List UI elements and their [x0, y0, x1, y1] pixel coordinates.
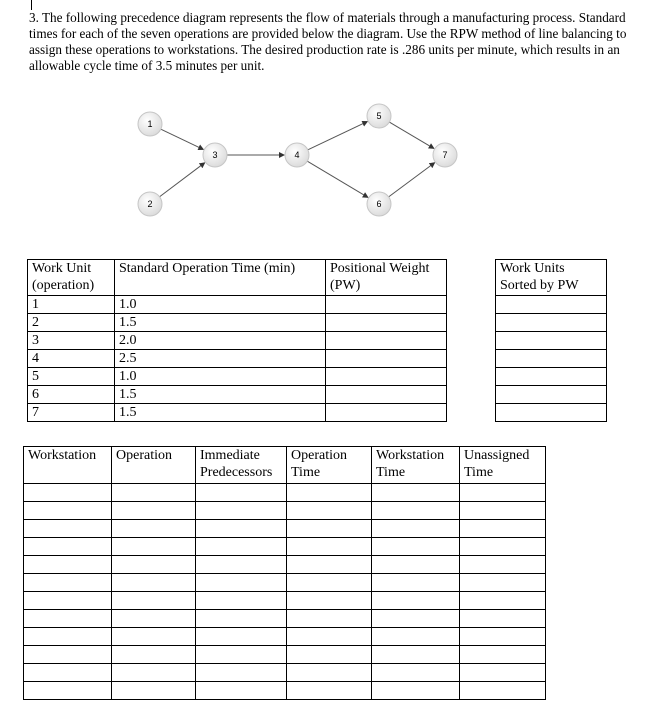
cell-ws-2[interactable]: [196, 628, 287, 646]
col-positional-weight: Positional Weight (PW): [326, 260, 447, 296]
table-row: [24, 484, 546, 502]
col-immediate-predecessors: Immediate Predecessors: [196, 447, 287, 484]
col-operation: Operation: [112, 447, 196, 484]
cell-ws-3[interactable]: [287, 664, 372, 682]
node-1: [138, 112, 162, 136]
cell-ws-2[interactable]: [196, 520, 287, 538]
cell-ws-1[interactable]: [112, 646, 196, 664]
edge-4-6: [307, 161, 368, 197]
cell-ws-1[interactable]: [112, 610, 196, 628]
cell-ws-3[interactable]: [287, 574, 372, 592]
cell-ws-0[interactable]: [24, 574, 112, 592]
cell-ws-0[interactable]: [24, 484, 112, 502]
cell-ws-4[interactable]: [372, 574, 460, 592]
node-label: 3: [212, 150, 218, 160]
cell-sorted-unit[interactable]: [496, 386, 607, 404]
node-label: 4: [294, 150, 300, 160]
edge-2-3: [160, 163, 205, 197]
cell-ws-2[interactable]: [196, 592, 287, 610]
cell-ws-2[interactable]: [196, 484, 287, 502]
edge-1-3: [161, 129, 203, 149]
question-text: 3. The following precedence diagram represents the flow of materials through a manufacturing process. Standard times for each of the seven operations are provided below the diagram. Use the RPW method of line balancing to assign these operations to workstations. The desired production rate is .286 units per minute, which results in an allowable cycle time of 3.5 minutes per unit.: [29, 10, 627, 73]
col-work-unit: Work Unit (operation): [28, 260, 115, 296]
cell-ws-3[interactable]: [287, 502, 372, 520]
cell-ws-4[interactable]: [372, 520, 460, 538]
cell-ws-5[interactable]: [460, 682, 546, 700]
table-row: [496, 404, 607, 422]
cell-time: 1.5: [115, 404, 326, 422]
precedence-diagram: [0, 0, 649, 250]
cell-ws-1[interactable]: [112, 628, 196, 646]
node-label: 2: [147, 199, 153, 209]
node-5: [367, 104, 391, 128]
cell-ws-4[interactable]: [372, 682, 460, 700]
table-row: [24, 502, 546, 520]
table-row: [24, 556, 546, 574]
cell-ws-0[interactable]: [24, 664, 112, 682]
table-row: [496, 314, 607, 332]
edge-6-7: [389, 163, 435, 197]
table-row: [28, 332, 447, 350]
cell-ws-0[interactable]: [24, 502, 112, 520]
cell-sorted-unit[interactable]: [496, 314, 607, 332]
table-row: [24, 628, 546, 646]
cell-unit: 6: [28, 386, 115, 404]
cell-sorted-unit[interactable]: [496, 332, 607, 350]
cell-pw[interactable]: [326, 350, 447, 368]
cell-unit: 3: [28, 332, 115, 350]
cell-ws-2[interactable]: [196, 502, 287, 520]
cell-unit: 5: [28, 368, 115, 386]
cell-ws-4[interactable]: [372, 484, 460, 502]
col-workstation: Workstation: [24, 447, 112, 484]
cell-ws-5[interactable]: [460, 646, 546, 664]
cell-ws-4[interactable]: [372, 556, 460, 574]
cell-ws-5[interactable]: [460, 538, 546, 556]
table-row: [28, 368, 447, 386]
cell-time: 2.5: [115, 350, 326, 368]
cell-ws-4[interactable]: [372, 664, 460, 682]
cell-ws-1[interactable]: [112, 556, 196, 574]
cell-ws-3[interactable]: [287, 538, 372, 556]
cell-ws-3[interactable]: [287, 628, 372, 646]
cell-ws-4[interactable]: [372, 502, 460, 520]
cell-ws-2[interactable]: [196, 556, 287, 574]
cell-sorted-unit[interactable]: [496, 296, 607, 314]
cell-unit: 2: [28, 314, 115, 332]
table-row: [24, 664, 546, 682]
sorted-work-units-table: [495, 259, 607, 422]
cell-sorted-unit[interactable]: [496, 350, 607, 368]
col-standard-time: Standard Operation Time (min): [115, 260, 326, 296]
col-operation-time: Operation Time: [287, 447, 372, 484]
cell-unit: 1: [28, 296, 115, 314]
node-label: 1: [147, 119, 153, 129]
cell-ws-1[interactable]: [112, 502, 196, 520]
cell-sorted-unit[interactable]: [496, 404, 607, 422]
cell-ws-1[interactable]: [112, 538, 196, 556]
cell-ws-5[interactable]: [460, 574, 546, 592]
table-row: [24, 574, 546, 592]
table-row: [496, 386, 607, 404]
table-row: [28, 296, 447, 314]
cell-ws-5[interactable]: [460, 502, 546, 520]
cell-pw[interactable]: [326, 332, 447, 350]
cell-pw[interactable]: [326, 368, 447, 386]
cell-ws-3[interactable]: [287, 520, 372, 538]
cell-ws-0[interactable]: [24, 520, 112, 538]
cell-time: 1.5: [115, 386, 326, 404]
cell-ws-1[interactable]: [112, 592, 196, 610]
cell-ws-4[interactable]: [372, 628, 460, 646]
node-7: [433, 143, 457, 167]
cell-unit: 4: [28, 350, 115, 368]
table-row: [24, 646, 546, 664]
cell-ws-3[interactable]: [287, 592, 372, 610]
cell-ws-3[interactable]: [287, 484, 372, 502]
cell-ws-0[interactable]: [24, 592, 112, 610]
node-4: [285, 143, 309, 167]
cell-ws-0[interactable]: [24, 538, 112, 556]
cell-pw[interactable]: [326, 404, 447, 422]
cell-time: 1.5: [115, 314, 326, 332]
cell-ws-2[interactable]: [196, 646, 287, 664]
cell-ws-5[interactable]: [460, 628, 546, 646]
operations-table: [27, 259, 447, 422]
diagram-nodes: [138, 104, 457, 216]
node-6: [367, 192, 391, 216]
cell-ws-2[interactable]: [196, 538, 287, 556]
cell-ws-1[interactable]: [112, 682, 196, 700]
table-row: [24, 520, 546, 538]
table-row: [24, 592, 546, 610]
table-row: [496, 350, 607, 368]
cell-ws-2[interactable]: [196, 682, 287, 700]
table-row: [496, 296, 607, 314]
cell-ws-0[interactable]: [24, 610, 112, 628]
cell-ws-0[interactable]: [24, 556, 112, 574]
cell-ws-5[interactable]: [460, 520, 546, 538]
table-row: [24, 538, 546, 556]
cell-ws-1[interactable]: [112, 520, 196, 538]
node-2: [138, 192, 162, 216]
node-label: 7: [442, 150, 448, 160]
cell-ws-1[interactable]: [112, 484, 196, 502]
edge-4-5: [308, 122, 367, 150]
cell-ws-5[interactable]: [460, 484, 546, 502]
node-3: [203, 143, 227, 167]
cell-pw[interactable]: [326, 314, 447, 332]
cell-ws-4[interactable]: [372, 592, 460, 610]
cell-pw[interactable]: [326, 296, 447, 314]
cell-ws-5[interactable]: [460, 556, 546, 574]
cell-ws-3[interactable]: [287, 556, 372, 574]
table-row: [28, 404, 447, 422]
cell-ws-0[interactable]: [24, 628, 112, 646]
cell-ws-2[interactable]: [196, 574, 287, 592]
table-row: [24, 610, 546, 628]
col-unassigned-time: Unassigned Time: [460, 447, 546, 484]
workstation-table: [23, 446, 546, 700]
cell-ws-4[interactable]: [372, 610, 460, 628]
edge-5-7: [389, 122, 433, 148]
cell-time: 2.0: [115, 332, 326, 350]
table-row: [24, 682, 546, 700]
table-row: [28, 386, 447, 404]
col-workstation-time: Workstation Time: [372, 447, 460, 484]
cell-ws-0[interactable]: [24, 682, 112, 700]
cell-sorted-unit[interactable]: [496, 368, 607, 386]
cell-ws-5[interactable]: [460, 610, 546, 628]
cell-time: 1.0: [115, 296, 326, 314]
node-label: 6: [376, 199, 382, 209]
cell-pw[interactable]: [326, 386, 447, 404]
node-label: 5: [376, 111, 382, 121]
table-row: [496, 368, 607, 386]
cell-ws-5[interactable]: [460, 664, 546, 682]
cell-time: 1.0: [115, 368, 326, 386]
cell-ws-3[interactable]: [287, 682, 372, 700]
cell-ws-3[interactable]: [287, 646, 372, 664]
cell-ws-3[interactable]: [287, 610, 372, 628]
cell-ws-2[interactable]: [196, 610, 287, 628]
cell-ws-4[interactable]: [372, 538, 460, 556]
cell-ws-1[interactable]: [112, 574, 196, 592]
table-row: [28, 314, 447, 332]
cell-ws-2[interactable]: [196, 664, 287, 682]
cell-ws-4[interactable]: [372, 646, 460, 664]
cell-ws-1[interactable]: [112, 664, 196, 682]
table-row: [28, 350, 447, 368]
cell-unit: 7: [28, 404, 115, 422]
table-row: [496, 332, 607, 350]
cell-ws-0[interactable]: [24, 646, 112, 664]
col-sorted-by-pw: Work Units Sorted by PW: [496, 260, 607, 296]
cell-ws-5[interactable]: [460, 592, 546, 610]
